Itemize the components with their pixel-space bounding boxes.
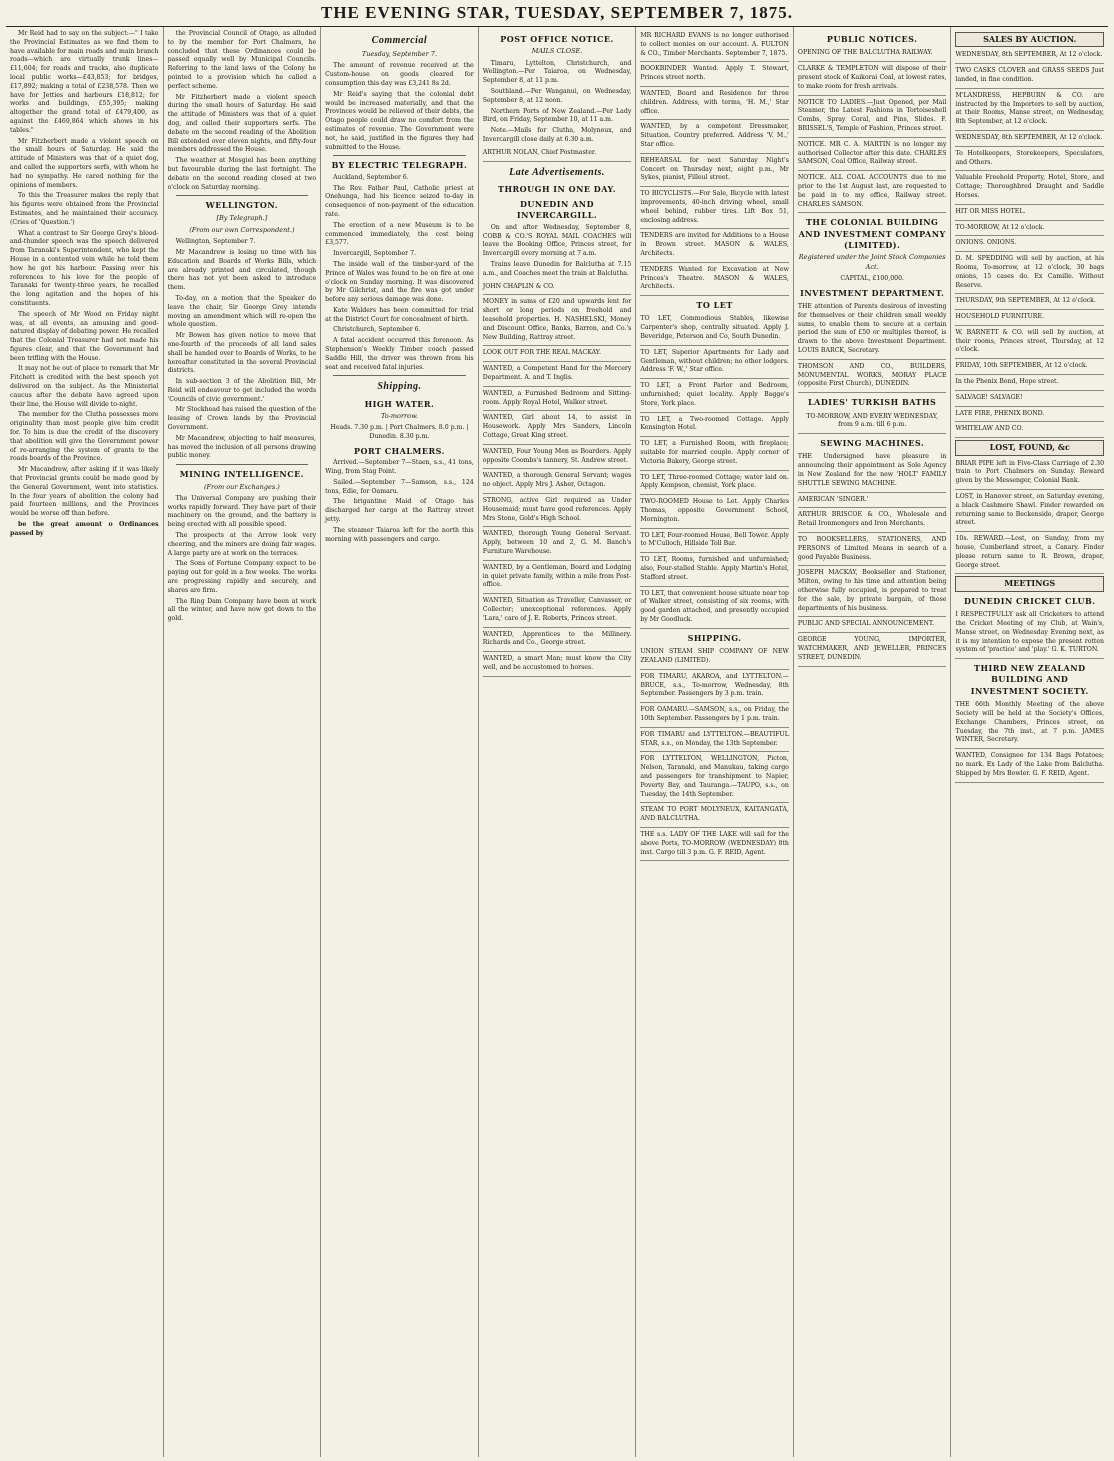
classified-ad: LOOK OUT FOR THE REAL MACKAY.	[483, 347, 632, 362]
column-6	[794, 27, 952, 1457]
article-paragraph: Mr Macandrew is losing no time with his Education and Boards of Works Bills, which are already printed and circulated, though there has not yet been asked to introduce them.	[167, 248, 317, 292]
article-paragraph: The inside wall of the timber-yard of the Prince of Wales was found to be on fire at one o'clock on Sunday morning. It was discovered by Mr Gilchrist, and the fire was got under before any serious damage was done.	[325, 260, 474, 304]
shipping-ad: FOR TIMARU, AKAROA, and LYTTELTON.—BRUCE, s.s., To-morrow, Wednesday, 8th September. Passengers by 3 p.m. train.	[640, 671, 789, 703]
post-office-header: POST OFFICE NOTICE.	[500, 34, 614, 44]
classified-ad: TO BICYCLISTS.—For Sale, Bicycle with latest improvements, 40-inch driving wheel, small wheel behind, rubber tires. Lift Box 51, enclosing address.	[640, 188, 789, 229]
notice-paragraph: Timaru, Lyttelton, Christchurch, and Wellington.—Per Taiaroa, on Wednesday, September 8, at 11 p.m.	[482, 59, 632, 85]
classified-ad: WANTED, a thorough General Servant; wages no object. Apply Mrs J. Asher, Octagon.	[483, 470, 632, 494]
lost-found-header: LOST, FOUND, &c	[955, 440, 1104, 455]
article-paragraph: Mr Fitzherbert made a violent speech on the small hours of Saturday. He said the attitude of Ministers was that of a quiet dog, and called the supporters serfs, with whom he had no sympathy. He cared nothing for the opinions of members.	[10, 137, 159, 189]
classified-ad: TENDERS are invited for Additions to a House in Brown street. MASON & WALES, Architects.	[640, 230, 789, 262]
mackay-ad: JOSEPH MACKAY, Bookseller and Stationer, Milton, owing to his time and attention being otherwise fully occupied, is prepared to treat for the sale, by private bargain, of those departments of his business.	[798, 567, 947, 617]
classified-ad: TO LET, a Front Parlor and Bedroom, unfurnished; quiet locality. Apply Bagge's Store, York place.	[640, 380, 789, 412]
classified-ad: WANTED, Situation as Traveller, Canvasser, or Collector; unexceptional references. Apply 'Lara,' care of J. E. Roberts, Princes street.	[483, 595, 632, 627]
public-notice: NOTICE TO LADIES.—Just Opened, per Mail Steamer, the Latest Fashions in Tortoiseshell Combs, Spray Coral, and Pins, Slides. F. BRISSEL'S, Temple of Fashion, Princes street.	[798, 97, 947, 138]
auction-ad: Valuable Freehold Property, Hotel, Store, and Cottage; Thoroughbred Draught and Saddle Horses.	[955, 172, 1104, 204]
classified-ad: MR RICHARD EVANS is no longer authorised to collect monies on our account. A. FULTON & CO., Timber Merchants. September 7, 1875.	[640, 30, 789, 62]
sewing-text: THE Undersigned have pleasure in announcing their appointment as Sole Agency in New Zealand for the new 'HOLT' FAMILY SHUTTLE SEWING MACHINE.	[798, 451, 947, 492]
article-paragraph: Mr Reid's saying that the colonial debt would be increased materially, and that the Provinces would be relieved of their debts, the Otago people could draw no comfort from the estimates of revenue. The Government were not, he said, justified in the figures they had submitted to the House.	[325, 90, 474, 151]
public-notice: CLARKE & TEMPLETON will dispose of their present stock of Kaikorai Coal, at lowest rates, to make room for fresh arrivals.	[798, 63, 947, 95]
steam-ad: THE s.s. LADY OF THE LAKE will sail for the above Ports, TO-MORROW (WEDNESDAY) 8th inst. Cargo till 3 p.m. G. F. REID, Agent.	[640, 829, 789, 861]
article-paragraph: The steamer Taiaroa left for the north this morning with passengers and cargo.	[325, 526, 474, 543]
article-paragraph: Mr Fitzherbert made a violent speech during the small hours of Saturday. He said the attitude of Ministers was that of a quiet dog, and called their supporters serfs. The debate on the second reading of the Abolition Bill extended over eleven nights, and fifty-four members addressed the House.	[167, 93, 317, 154]
article-paragraph: The Rev. Father Paul, Catholic priest at Onehunga, had his licence seized to-day in consequence of non-payment of the education rate.	[325, 184, 474, 218]
classified-ad: TENDERS Wanted for Excavation at New Princes's Theatre. MASON & WALES, Architects.	[640, 264, 789, 296]
section-subheader: (From our Exchanges.)	[203, 482, 280, 491]
to-let-header: TO LET	[696, 300, 733, 311]
lost-ad: BRIAR PIPE left in Five-Class Carriage of 2.30 train to Port Chalmers on Sunday. Reward given by the Messenger, Colonial Bank.	[955, 458, 1104, 490]
sales-header: SALES BY AUCTION.	[955, 32, 1104, 47]
colonial-header: THE COLONIAL BUILDING AND INVESTMENT COMPANY (LIMITED).	[798, 217, 946, 251]
young-ad: GEORGE YOUNG, IMPORTER, WATCHMAKER, AND JEWELLER, PRINCES STREET, DUNEDIN.	[798, 634, 947, 666]
classified-ad: TWO-ROOMED House to Let. Apply Charles Thomas, opposite Government School, Mornington.	[640, 496, 789, 528]
section-subheader: (From our own Correspondent.)	[189, 225, 295, 234]
lost-ad: LOST, in Hanover street, on Saturday evening, a black Cashmere Shawl. Finder rewarded on returning same to Beckenside, draper, George street.	[955, 491, 1104, 532]
investment-text: THE attention of Parents desirous of investing for themselves or their children small weekly sums, to enable them to secure at a certain period the sum of £50 or multiples thereof, is drawn to the above Investment Department. LOUIS BARCK, Secretary.	[798, 301, 947, 360]
through-route: DUNEDIN AND INVERCARGILL.	[516, 199, 598, 221]
lost-ad: 10s. REWARD.—Lost, on Sunday, from my house, Cumberland street, a Canary. Finder please return same to R. Brown, draper, George street.	[955, 533, 1104, 574]
whitelaw-ad: WHITELAW AND CO.	[955, 423, 1104, 438]
article-paragraph: Mr Reid had to say on the subject:—" I take the Provincial Estimates as we find them to have available for main roads and main branch roads—which are virtually trunk lines—£11,604; for roads and tracks, also duplicate local public works—£43,853; for bridges, £17,892; making a total of £238,578. Then we have for Jetties and harbours £18,812; for works and buildings, £55,395; making altogether the grand total of £479,400, as against the £469,864 which shows in his tables."	[10, 30, 159, 134]
article-paragraph: The prospects at the Arrow look very cheering, and the miners are doing fair wages. A large party are at work on the terraces.	[167, 532, 317, 557]
classified-ad: WANTED, Apprentices to the Millinery. Richards and Co., George street.	[483, 629, 632, 653]
section-subheader: To-morrow.	[380, 412, 418, 421]
article-paragraph: The speech of Mr Wood on Friday night was, at all events, an amusing and good-natured display of debating power. He recalled that the Colonial Treasurer had not made his figures clear, and that the Government had been trifling with the House.	[10, 310, 159, 362]
article-paragraph: To this the Treasurer makes the reply that his figures were obtained from the Provincial Estimates, and he maintained their accuracy. (Cries of 'Question.')	[10, 192, 159, 226]
shipping-ad: FOR TIMARU and LYTTELTON.—BEAUTIFUL STAR, s.s., on Monday, the 13th September.	[640, 729, 789, 753]
american-singer: AMERICAN 'SINGER.'	[798, 494, 947, 509]
cricket-header: DUNEDIN CRICKET CLUB.	[963, 595, 1096, 606]
auction-ad: D. M. SPEDDING will sell by auction, at his Rooms, To-morrow, at 12 o'clock, 30 bags onions, 15 cases do. Ex Camille. Without Reserve.	[955, 253, 1104, 294]
article-paragraph: Invercargill, September 7.	[333, 250, 416, 258]
post-office-signature: ARTHUR NOLAN, Chief Postmaster.	[483, 147, 632, 162]
shipping-header: SHIPPING.	[687, 632, 742, 643]
notice-paragraph: Note.—Mails for Clutha, Molyneux, and Invercargill close daily at 6.30 a.m.	[482, 127, 632, 143]
potatoes-ad: WANTED, Consignee for 134 Bags Potatoes; no mark. Ex Lady of the Lake from Balclutha. Shipped by Mrs Bowler. G. F. REID, Agent.	[955, 750, 1104, 782]
shipping-ad: FOR LYTTELTON, WELLINGTON, Picton, Nelson, Taranaki, and Manukau, taking cargo and passengers for transhipment to Napier, Poverty Bay, and Tauranga.—TAUPO, s.s., on Tuesday, the 14th September.	[640, 753, 789, 803]
classified-ad: WANTED, a Competent Hand for the Mercery Department. A. and T. Inglis.	[483, 363, 632, 387]
section-header-shipping: Shipping.	[377, 381, 422, 393]
colonial-capital: CAPITAL, £100,000.	[840, 274, 904, 282]
column-2	[164, 27, 322, 1457]
auction-ad: W. BARNETT & CO. will sell by auction, at their rooms, Princes street, Thursday, at 12 o'clock.	[955, 327, 1104, 359]
column-3	[321, 27, 479, 1457]
classified-ad: WANTED, Four Young Men as Boarders. Apply opposite Coombs's tannery, St. Andrew street.	[483, 446, 632, 470]
article-paragraph: The Ring Dam Company have been at work all the winter, and have now got down to the gold.	[167, 597, 317, 623]
auction-ad: In the Phenix Bond, Hope street.	[955, 376, 1104, 391]
notice-paragraph: Northern Ports of New Zealand.—Per Lady Bird, on Friday, September 10, at 11 a.m.	[482, 107, 632, 124]
classified-ad: WANTED, by a Gentleman, Board and Lodging in quiet private family, within a mile from Post-office.	[483, 562, 632, 594]
article-paragraph: The weather at Mosgiel has been anything but favourable during the last fortnight. The debate on the second reading closed at two o'clock on Saturday morning.	[167, 157, 317, 191]
auction-ad: TWO CASKS CLOVER and GRASS SEEDS Just landed, in fine condition.	[955, 65, 1104, 89]
divider	[176, 195, 309, 196]
auction-ad: WEDNESDAY, 8th SEPTEMBER, At 12 o'clock.	[955, 132, 1104, 147]
classified-ad: REHEARSAL for next Saturday Night's Concert on Thursday next, eight p.m., Mr Sykes, pianist, Filleul street.	[640, 155, 789, 187]
public-notice: NOTICE. MR C. A. MARTIN is no longer my authorised Collector after this date. CHARLES SAMSON, Coal Office, Railway street.	[798, 139, 947, 171]
cricket-text: I RESPECTFULLY ask all Cricketers to attend the Cricket Meeting of my Club, at Wain's, Manse street, on Wednesday Evening next, as it is my intention to expose the present rotten system of 'practice' and 'play.' G. K. TURTON.	[955, 609, 1104, 659]
through-signature: JOHN CHAPLIN & CO.	[483, 281, 632, 296]
steam-header: STEAM TO PORT MOLYNEUX, KAITANGATA, AND BALCLUTHA.	[640, 804, 789, 828]
column-4	[479, 27, 637, 1457]
column-1	[6, 27, 164, 1457]
auction-ad: To Hotelkeepers, Storekeepers, Speculators, and Others.	[955, 148, 1104, 172]
article-paragraph: A fatal accident occurred this forenoon. As Stephenson's Weekly Timber coach passed Saddle Hill, the driver was thrown from his seat and received fatal injuries.	[325, 337, 474, 371]
article-paragraph: be the great amount o Ordinances passed by	[10, 521, 159, 537]
building-text: THE 66th Monthly Meeting of the above Society will be held at the Society's Offices, Exchange Chambers, Princes street, on Tuesday, the 7th inst., at 7 p.m. JAMES WINTER, Secretary.	[955, 699, 1104, 749]
classified-ad: WANTED, by a competent Dressmaker, Situation. Country preferred. Address 'V. M.,' Star office.	[640, 121, 789, 153]
through-header: THROUGH IN ONE DAY.	[498, 183, 617, 194]
auction-ad: HIT OR MISS HOTEL.	[955, 206, 1104, 221]
article-paragraph: It may not be out of place to remark that Mr Fitchett is credited with the best speech yet delivered on the subject. As the Ministerial caucus after the debate have agreed upon their line, the House will divide to-night.	[10, 365, 159, 408]
public-notice: OPENING OF THE BALCLUTHA RAILWAY.	[798, 47, 947, 62]
shipping-ad: FOR OAMARU.—SAMSON, s.s., on Friday, the 10th September. Passengers by 1 p.m. train.	[640, 704, 789, 728]
investment-header: INVESTMENT DEPARTMENT.	[800, 287, 945, 298]
section-header-telegraph: BY ELECTRIC TELEGRAPH.	[331, 160, 468, 171]
classified-ad: WANTED, thorough Young General Servant. Apply, between 10 and 2, G. M. Banch's Furniture Warehouse.	[483, 528, 632, 560]
public-notices-header: PUBLIC NOTICES.	[826, 34, 918, 44]
section-header-wellington: WELLINGTON.	[205, 200, 278, 211]
auction-ad: LATE FIRE, PHENIX BOND.	[955, 408, 1104, 423]
divider	[333, 375, 466, 376]
classified-ad: MONEY in sums of £20 and upwards lent for short or long periods on freehold and leasehold properties. H. NASHELSKI, Money and Discount Office, Banks, Barron, and Co.'s New Building, Rattray street.	[483, 296, 632, 346]
section-subheader: MAILS CLOSE.	[531, 47, 583, 56]
masthead: THE EVENING STAR, TUESDAY, SEPTEMBER 7, 1875.	[6, 0, 1108, 27]
public-special-ad: PUBLIC AND SPECIAL ANNOUNCEMENT.	[798, 618, 947, 633]
article-paragraph: Arrived.—September 7—Staen, s.s., 41 tons, Wing, from Stag Point.	[325, 459, 474, 475]
classified-ad: TO LET, Commodious Stables, likewise Carpenter's shop, centrally situated. Apply J. Beveridge, Peterson and Co, South Dunedin.	[640, 313, 789, 345]
auction-ad: SALVAGE! SALVAGE!	[955, 392, 1104, 407]
article-paragraph: Mr Macandrew, objecting to half measures, has moved the inclusion of all persons drawing public money.	[167, 434, 317, 460]
article-paragraph: Wellington, September 7.	[175, 238, 256, 246]
classified-ad: WANTED, a Furnished Bedroom and Sitting-room. Apply Royal Hotel, Walker street.	[483, 388, 632, 412]
classified-ad: TO LET, Three-roomed Cottage; water laid on. Apply Kempson, chemist, York place.	[640, 472, 789, 496]
article-paragraph: The member for the Clutha possesses more originality than most people give him credit for. To him is due the credit of the discovery that abolition will give the Government power of re-arranging the system of grants to the roads boards of the Province.	[10, 411, 159, 463]
column-7	[951, 27, 1108, 1457]
high-water-row: Heads. 7.30 p.m. | Port Chalmers. 8.0 p.m. | Dunedin. 8.30 p.m.	[330, 424, 469, 441]
classified-ad: TO LET, a Two-roomed Cottage. Apply Kensington Hotel.	[640, 414, 789, 438]
classified-ad: WANTED, a smart Man; must know the City well, and be accustomed to horses.	[483, 653, 632, 677]
high-water-header: HIGH WATER.	[364, 398, 435, 409]
column-5	[636, 27, 794, 1457]
article-paragraph: Christchurch, September 6.	[333, 326, 421, 334]
auction-ad: THURSDAY, 9th SEPTEMBER, At 12 o'clock.	[955, 295, 1104, 310]
building-header: THIRD NEW ZEALAND BUILDING AND INVESTMENT SOCIETY.	[970, 663, 1089, 696]
divider	[176, 464, 309, 465]
classified-ad: TO LET, a Furnished Room, with fireplace; suitable for married couple. Apply corner of Victoria Bakery, George street.	[640, 438, 789, 470]
port-header: PORT CHALMERS.	[354, 445, 445, 456]
article-paragraph: Auckland, September 6.	[333, 173, 409, 181]
auction-ad: WEDNESDAY, 8th SEPTEMBER, At 12 o'clock.	[955, 49, 1104, 64]
article-paragraph: What a contrast to Sir George Grey's blood-and-thunder speech was the speech delivered from Taranaki's Superintendent, who kept the House in a contented vein while he told them how he got his harbour. Passing over his references to his love for the people of Taranaki for twenty-three years, he recalled the long agitation and the hopes of his constituents.	[10, 229, 159, 307]
article-paragraph: Sailed.—September 7—Samson, s.s., 124 tons, Edie, for Oamaru.	[325, 478, 474, 495]
auction-ad: FRIDAY, 10th SEPTEMBER, At 12 o'clock.	[955, 360, 1104, 375]
article-paragraph: Kate Walders has been committed for trial at the District Court for concealment of birth.	[325, 306, 474, 323]
classified-ad: TO LET, Four-roomed House, Bell Tower. Apply to M'Culloch, Hillside Toll Bar.	[640, 530, 789, 554]
article-paragraph: To-day, on a motion that the Speaker do leave the chair, Sir George Grey intends moving an amendment which will re-open the whole question.	[167, 294, 317, 329]
article-paragraph: The Sons of Fortune Company expect to be paying out for gold in a few weeks. The works are progressing rapidly and securely, and shares are firm.	[167, 560, 317, 594]
auction-ad: HOUSEHOLD FURNITURE.	[955, 311, 1104, 326]
auction-ad: ONIONS. ONIONS.	[955, 237, 1104, 252]
classified-ad: WANTED, Girl about 14, to assist in Housework. Apply Mrs Sanders, Lincoln Cottage, Great King street.	[483, 412, 632, 444]
public-notice: NOTICE. ALL COAL ACCOUNTS due to me prior to the 1st August last, are requested to be paid in to my office, Railway street. CHARLES SAMSON.	[798, 172, 947, 213]
baths-header: LADIES' TURKISH BATHS	[808, 397, 937, 408]
divider	[333, 155, 466, 156]
section-subheader: [By Telegraph.]	[216, 213, 268, 222]
article-paragraph: Mr Stockhead has raised the question of the leasing of Crown lands by the Provincial Government.	[167, 406, 317, 432]
auction-ad: TO-MORROW, At 12 o'clock.	[955, 222, 1104, 237]
article-paragraph: Mr Macandrew, after asking if it was likely that Provincial grants could be made good by the General Government, went into statistics. In the four years of abolition the colony had paid fourteen millions, and the Provinces would be worse off than before.	[10, 466, 159, 518]
stationers-ad: TO BOOKSELLERS, STATIONERS, AND PERSONS of Limited Means in search of a good Payable Business.	[798, 534, 947, 566]
article-paragraph: In sub-section 3 of the Abolition Bill, Mr Reid will endeavour to get included the words 'Councils of civic government.'	[167, 378, 317, 403]
classified-ad: WANTED, Board and Residence for three children. Address, with terms, 'H. M.,' Star office.	[640, 88, 789, 120]
notice-paragraph: Trains leave Dunedin for Balclutha at 7.15 a.m., and Coaches meet the train at Balclutha.	[482, 261, 632, 277]
sewing-header: SEWING MACHINES.	[820, 438, 925, 449]
classified-ad: STRONG, active Girl required as Under Housemaid; must have good references. Apply Mrs Stone, Gold's High School.	[483, 495, 632, 527]
classified-ad: TO LET, that convenient house situate near top of Walker street, consisting of six rooms, with good garden attached, and presently occupied by Mr Goodluck.	[640, 588, 789, 629]
notice-paragraph: Southland.—Per Wanganui, on Wednesday, September 8, at 12 noon.	[482, 87, 632, 104]
late-ads-header: Late Advertisements.	[509, 166, 605, 178]
briscoe-ad: ARTHUR BRISCOE & CO., Wholesale and Retail Ironmongers and Iron Merchants.	[798, 509, 947, 533]
auction-ad: M'LANDRESS, HEPBURN & CO. are instructed by the Importers to sell by auction, at their Rooms, Manse street, on Wednesday, 8th September, at 12 o'clock.	[955, 90, 1104, 131]
article-paragraph: The erection of a new Museum is to be commenced immediately, the cost being £3,577.	[325, 221, 474, 247]
article-paragraph: Mr Bowen has given notice to move that one-fourth of the proceeds of all land sales shall be handed over to Boards of Works, to be hereafter constituted in the several Provincial districts.	[167, 332, 317, 375]
section-subheader: Tuesday, September 7.	[361, 50, 438, 59]
monumental-ad: THOMSON AND CO., BUILDERS, MONUMENTAL WORKS, MORAY PLACE (opposite First Church), DUNEDIN.	[798, 361, 947, 393]
article-paragraph: The amount of revenue received at the Custom-house on goods cleared for consumption this day was £3,241 8s 2d.	[325, 62, 474, 87]
colonial-sub: Registered under the Joint Stock Companies Act.	[798, 253, 946, 271]
classified-ad: TO LET, Superior Apartments for Lady and Gentleman, without children; no other lodgers. Address 'F. W.,' Star office.	[640, 347, 789, 379]
article-paragraph: the Provincial Council of Otago, as alluded to by the member for Port Chalmers, he concluded that these Ordinances could be passed equally well by Municipal Councils. Referring to the land laws of the Colony he pointed to a provision which he called a perfect scheme.	[167, 30, 317, 90]
columns	[6, 27, 1108, 1457]
notice-paragraph: On and after Wednesday, September 8, COBB & CO.'S ROYAL MAIL COACHES will leave the Booking Office, Princes street, for Invercargill every morning at 7 a.m.	[482, 223, 632, 258]
article-paragraph: The brigantine Maid of Otago has discharged her cargo at the Rattray street jetty.	[325, 498, 474, 523]
shipping-ad: UNION STEAM SHIP COMPANY OF NEW ZEALAND (LIMITED).	[640, 646, 789, 670]
section-header-mining: MINING INTELLIGENCE.	[179, 469, 304, 480]
baths-text: TO-MORROW, AND EVERY WEDNESDAY, from 9 a.m. till 6 p.m.	[798, 411, 947, 435]
classified-ad: TO LET, Rooms, furnished and unfurnished; also, Four-stalled Stable. Apply Martin's Hotel, Stafford street.	[640, 554, 789, 586]
meetings-header: MEETINGS	[955, 576, 1104, 591]
section-header-commercial: Commercial	[371, 35, 428, 46]
article-paragraph: The Universal Company are pushing their works rapidly forward. They have part of their machinery on the ground, and the battery is being erected with all possible speed.	[167, 494, 317, 529]
classified-ad: BOOKBINDER Wanted. Apply T. Stewart, Princes street north.	[640, 63, 789, 87]
